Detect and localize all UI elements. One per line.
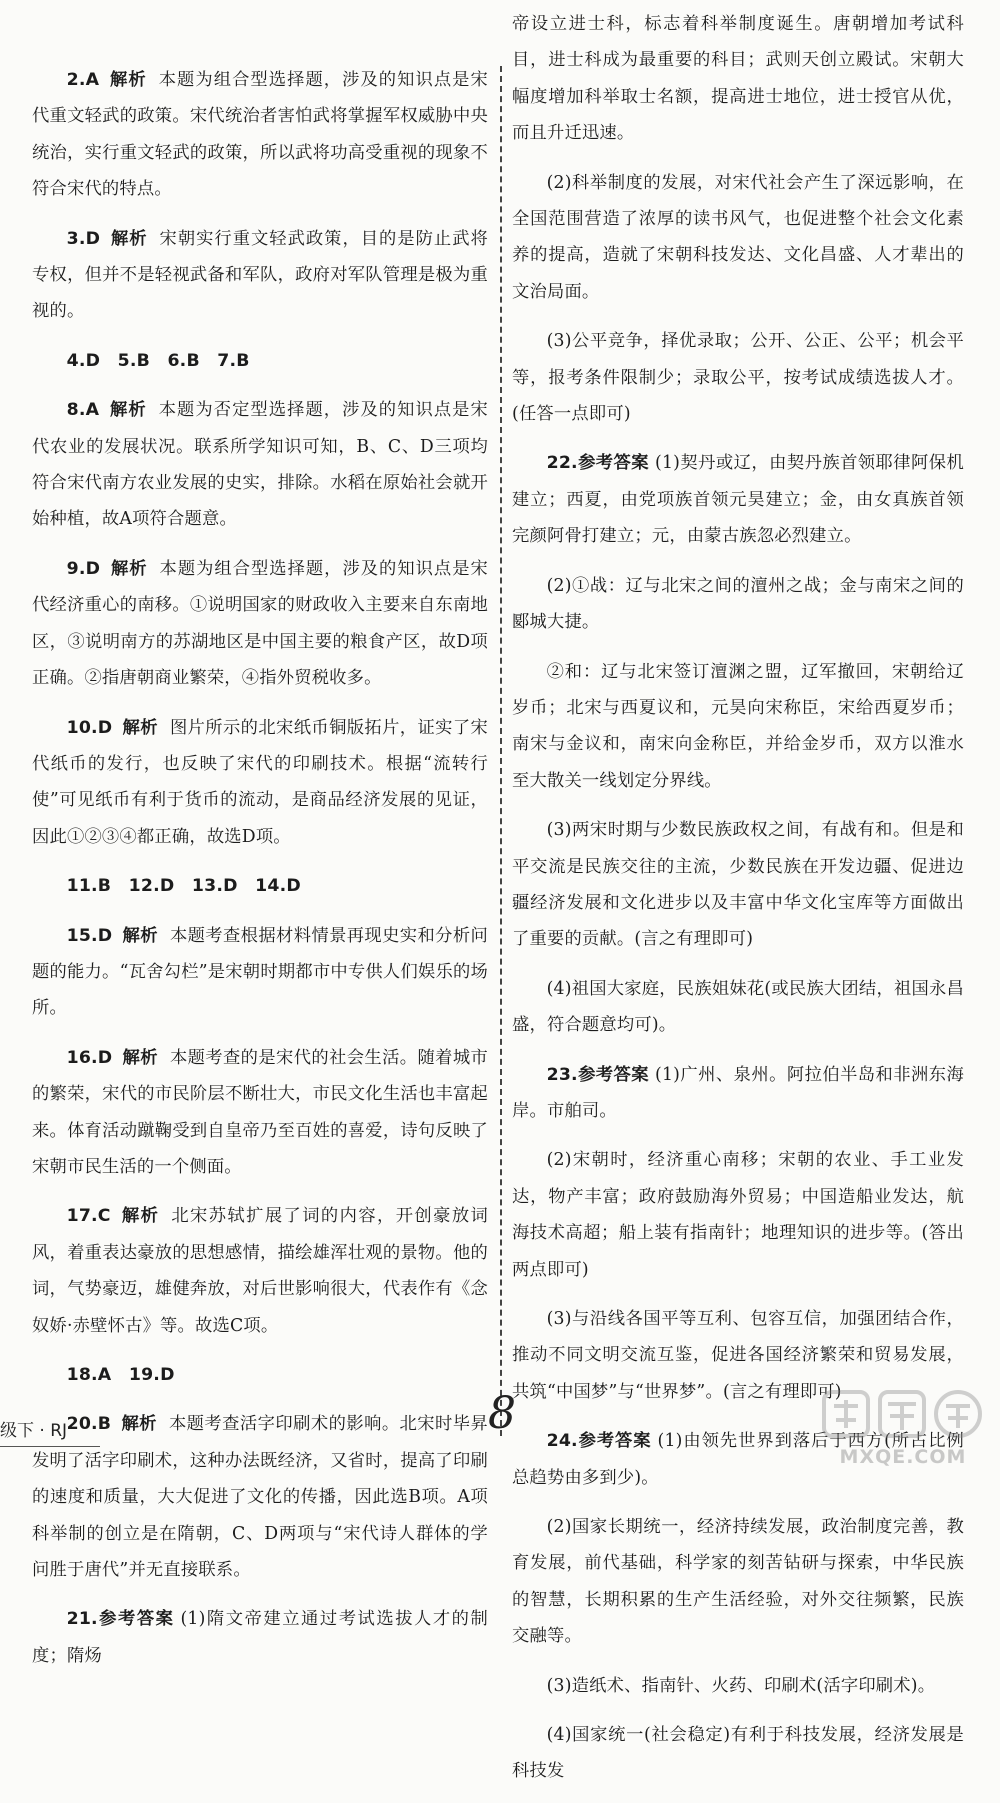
answer-item: (3)两宋时期与少数民族政权之间，有战有和。但是和平交流是民族交往的主流，少数民族在开发边疆、促进边疆经济发展和文化进步以及丰富中华文化宝库等方面做出了重要的贡献。(言之有理即可) bbox=[512, 820, 964, 950]
answer-continuation: 帝设立进士科，标志着科举制度诞生。唐朝增加考试科目，进士科成为最重要的科目；武则天创立殿试。宋朝大幅度增加科举取士名额，提高进士地位，进士授官从优，而且升迁迅速。 bbox=[512, 14, 964, 144]
answer-item: (3)造纸术、指南针、火药、印刷术(活字印刷术)。 bbox=[546, 1675, 936, 1696]
answer-item: 16.D 解析 本题考查的是宋代的社会生活。随着城市的繁荣，宋代的市民阶层不断壮大，市民文化生活也丰富起来。体育活动蹴鞠受到自皇帝乃至百姓的喜爱，诗句反映了宋朝市民生活的一个侧面。 bbox=[32, 1047, 489, 1177]
answer-item: 24.参考答案 (1)由领先世界到落后于西方(所占比例总趋势由多到少)。 bbox=[512, 1431, 964, 1488]
answer-item: 4.D 5.B 6.B 7.B bbox=[66, 350, 250, 371]
answer-item: 15.D 解析 本题考查根据材料情景再现史实和分析问题的能力。“瓦舍勾栏”是宋朝时期都市中专供人们娱乐的场所。 bbox=[32, 925, 489, 1019]
answer-item: (3)公平竞争，择优录取；公开、公正、公平；机会平等，报考条件限制少；录取公平，按考试成绩选拔人才。(任答一点即可) bbox=[512, 331, 964, 425]
answer-item: 2.A 解析 本题为组合型选择题，涉及的知识点是宋代重文轻武的政策。宋代统治者害怕武将掌握军权威胁中央统治，实行重文轻武的政策，所以武将功高受重视的现象不符合宋代的特点。 bbox=[32, 70, 488, 200]
answer-item: 18.A 19.D bbox=[66, 1365, 175, 1385]
answer-item: (4)祖国大家庭，民族姐妹花(或民族大团结，祖国永昌盛，符合题意均可)。 bbox=[512, 978, 964, 1036]
answer-item: 9.D 解析 本题为组合型选择题，涉及的知识点是宋代经济重心的南移。①说明国家的财政收入主要来自东南地区，③说明南方的苏湖地区是中国主要的粮食产区，故D项正确。②指唐朝商业繁荣，④指外贸税收多。 bbox=[32, 558, 488, 689]
answer-item: (2)国家长期统一，经济持续发展，政治制度完善，教育发展，前代基础，科学家的刻苦钻研与探索，中华民族的智慧，长期积累的生产生活经验，对外交往频繁，民族交融等。 bbox=[512, 1517, 964, 1647]
answer-item: (2)科举制度的发展，对宋代社会产生了深远影响，在全国范围营造了浓厚的读书风气，也促进整个社会文化素养的提高，造就了宋朝科技发达、文化昌盛、人才辈出的文治局面。 bbox=[512, 172, 964, 302]
page-number: 8 bbox=[488, 1388, 516, 1439]
answer-item: 21.参考答案 (1)隋文帝建立通过考试选拔人才的制度；隋炀 bbox=[32, 1609, 488, 1666]
answer-item: 20.B 解析 本题考查活字印刷术的影响。北宋时毕昇发明了活字印刷术，这种办法既经济，又省时，提高了印刷的速度和质量，大大促进了文化的传播，因此选B项。A项科举制的创立是在隋朝，C、D两项与“宋代诗人群体的学问胜于唐代”并无直接联系。 bbox=[32, 1414, 488, 1581]
footer-grade-label: 级下 · RJ bbox=[0, 1421, 68, 1441]
answer-item: 3.D 解析 宋朝实行重文轻武政策，目的是防止武将专权，但并不是轻视武备和军队，政府对军队管理是极为重视的。 bbox=[32, 228, 488, 322]
footer-rule bbox=[0, 1446, 100, 1447]
answer-item: 22.参考答案 (1)契丹或辽，由契丹族首领耶律阿保机建立；西夏，由党项族首领元昊建立；金，由女真族首领完颜阿骨打建立；元，由蒙古族忽必烈建立。 bbox=[512, 453, 965, 547]
answer-item: (4)国家统一(社会稳定)有利于科技发展，经济发展是科技发 bbox=[512, 1725, 964, 1782]
answer-item: 10.D 解析 图片所示的北宋纸币铜版拓片，证实了宋代纸币的发行，也反映了宋代的印刷技术。根据“流转行使”可见纸币有利于货币的流动，是商品经济发展的见证，因此①②③④都正确，故选D项。 bbox=[32, 717, 489, 847]
answer-item: (2)①战：辽与北宋之间的澶州之战；金与南宋之间的郾城大捷。 bbox=[512, 575, 964, 633]
watermark-site-text: MXQE.COM bbox=[839, 1446, 967, 1468]
right-column bbox=[512, 14, 965, 1803]
answer-item: 17.C 解析 北宋苏轼扩展了词的内容，开创豪放词风，着重表达豪放的思想感情，描绘雄浑壮观的景物。他的词，气势豪迈，雄健奔放，对后世影响很大，代表作有《念奴娇·赤壁怀古》等。故选C项。 bbox=[32, 1206, 488, 1336]
answer-item: 23.参考答案 (1)广州、泉州。阿拉伯半岛和非洲东海岸。市舶司。 bbox=[512, 1064, 965, 1121]
answer-item: (3)与沿线各国平等互利、包容互信，加强团结合作，推动不同文明交流互鉴，促进各国经济繁荣和贸易发展，共筑“中国梦”与“世界梦”。(言之有理即可) bbox=[512, 1309, 964, 1402]
answer-item: 8.A 解析 本题为否定型选择题，涉及的知识点是宋代农业的发展状况。联系所学知识可知，B、C、D三项均符合宋代南方农业发展的史实，排除。水稻在原始社会就开始种植，故A项符合题意。 bbox=[32, 400, 488, 530]
answer-item: ②和：辽与北宋签订澶渊之盟，辽军撤回，宋朝给辽岁币；北宋与西夏议和，元昊向宋称臣，宋给西夏岁币；南宋与金议和，南宋向金称臣，并给金岁币，双方以淮水至大散关一线划定分界线。 bbox=[512, 661, 964, 791]
watermark-emblem-icon bbox=[818, 1388, 988, 1444]
answer-item: 11.B 12.D 13.D 14.D bbox=[66, 876, 301, 897]
answer-item: (2)宋朝时，经济重心南移；宋朝的农业、手工业发达，物产丰富；政府鼓励海外贸易；中国造船业发达，航海技术高超；船上装有指南针；地理知识的进步等。(答出两点即可) bbox=[512, 1150, 964, 1280]
column-divider bbox=[500, 66, 502, 1436]
left-column bbox=[32, 62, 488, 1687]
watermark-logo bbox=[818, 1388, 988, 1468]
